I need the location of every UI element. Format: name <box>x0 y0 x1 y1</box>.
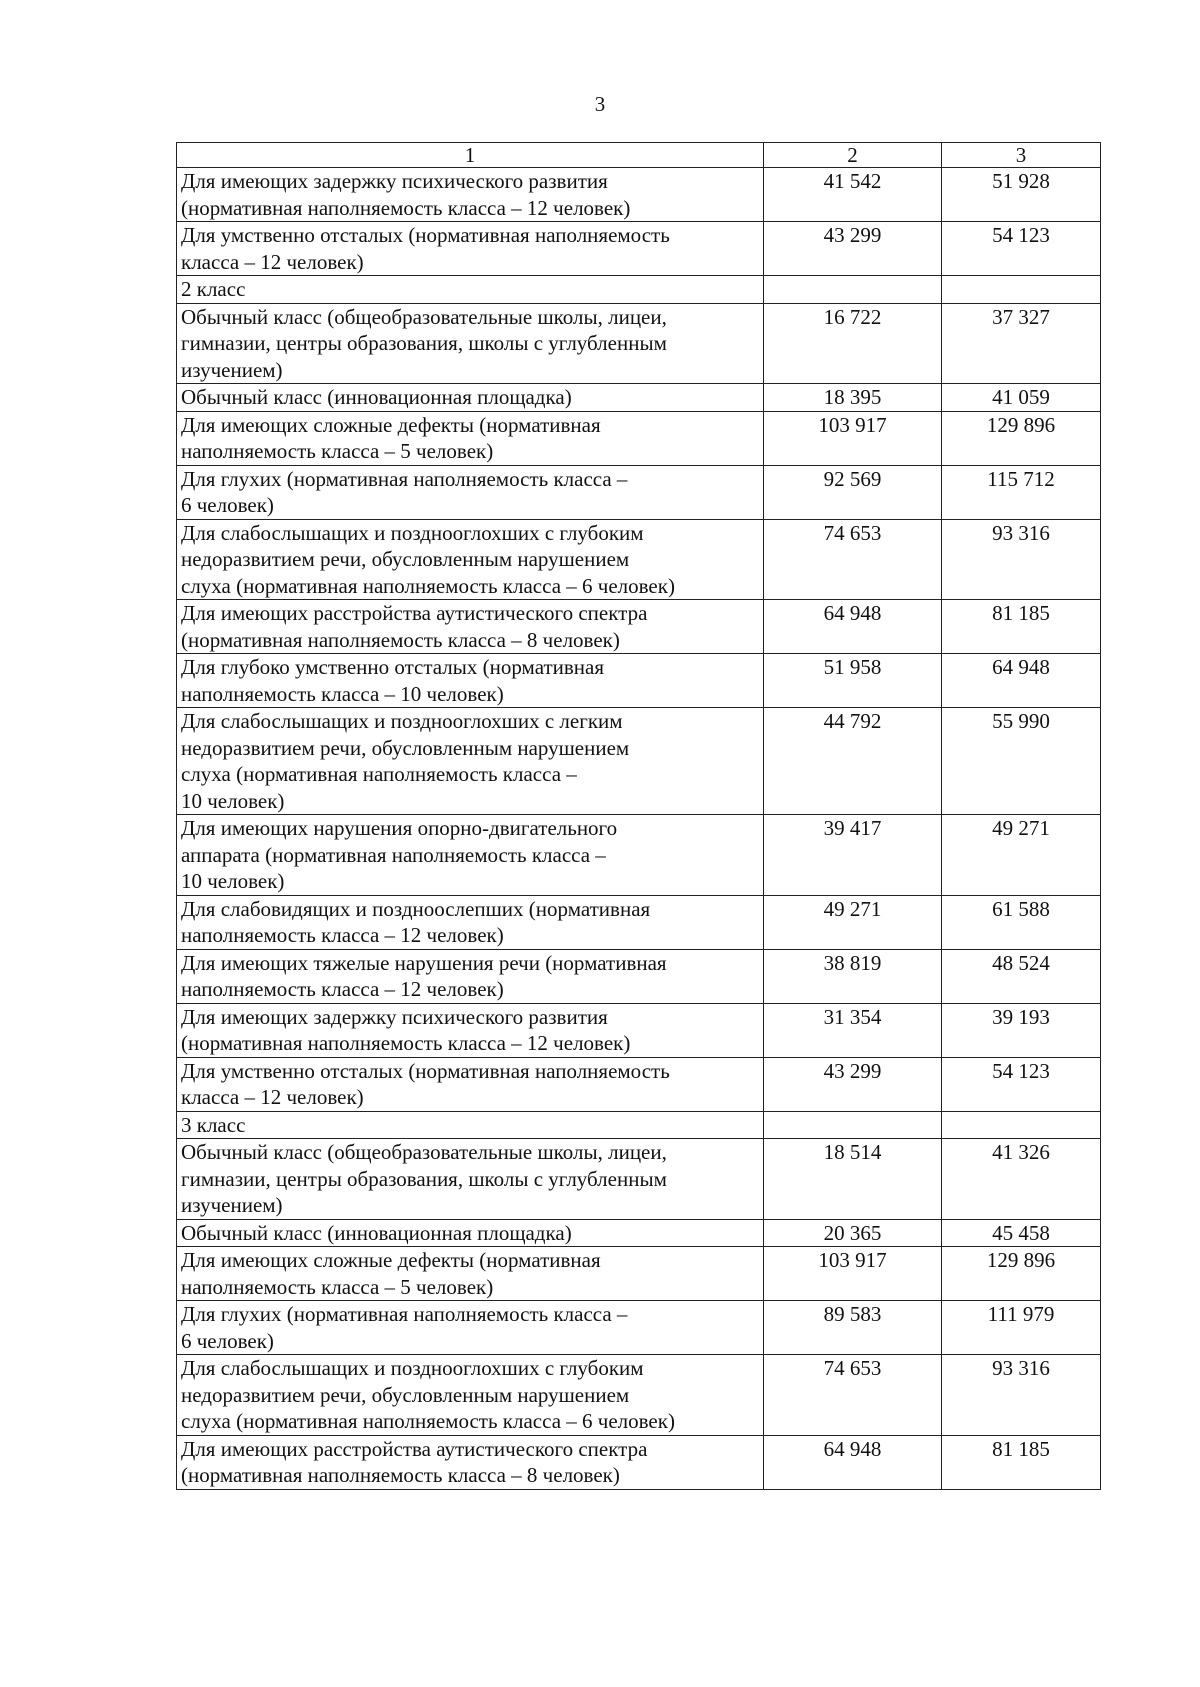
table-row <box>177 1003 1101 1057</box>
class-type-text-line: Для глухих (нормативная наполняемость класса – <box>181 1302 628 1326</box>
class-type-text-line: (нормативная наполняемость класса – 12 человек) <box>181 195 631 220</box>
class-type-text-line: 3 класс <box>181 1112 246 1137</box>
class-type-text-line: недоразвитием речи, обусловленным нарушением <box>181 735 630 760</box>
column-2-value: 38 819 <box>764 949 942 1003</box>
column-3-value: 54 123 <box>942 1057 1101 1111</box>
table-header <box>177 143 1101 168</box>
column-2-value: 89 583 <box>764 1301 942 1355</box>
class-type-text-line: Для имеющих тяжелые нарушения речи (нормативная <box>181 950 667 975</box>
column-2-value: 18 395 <box>764 384 942 412</box>
section-row <box>177 1111 1101 1139</box>
class-type-text-line: Обычный класс (общеобразовательные школы, лицеи, <box>181 304 667 329</box>
column-2-value: 43 299 <box>764 222 942 276</box>
class-type-cell <box>177 384 764 412</box>
class-type-text-line: Для глубоко умственно отсталых (нормативная <box>181 655 605 679</box>
column-3-value: 129 896 <box>942 411 1101 465</box>
class-type-text-line: Для имеющих сложные дефекты (нормативная <box>181 1248 601 1272</box>
column-2-value: 64 948 <box>764 600 942 654</box>
class-type-text-line: Для имеющих расстройства аутистического спектра <box>181 601 648 625</box>
column-3-value: 111 979 <box>942 1301 1101 1355</box>
column-3-value <box>942 276 1101 304</box>
table-row <box>177 411 1101 465</box>
table-row <box>177 1219 1101 1247</box>
column-3-value: 45 458 <box>942 1219 1101 1247</box>
class-type-cell <box>177 1247 764 1301</box>
table-row <box>177 1057 1101 1111</box>
column-3-value: 93 316 <box>942 519 1101 600</box>
column-3-value: 39 193 <box>942 1003 1101 1057</box>
column-3-value: 61 588 <box>942 895 1101 949</box>
table-row <box>177 168 1101 222</box>
class-type-text-line: наполняемость класса – 5 человек) <box>181 439 494 463</box>
class-type-text-line: слуха (нормативная наполняемость класса – 6 человек) <box>181 1409 675 1433</box>
class-type-cell <box>177 815 764 896</box>
column-3-value: 81 185 <box>942 600 1101 654</box>
column-2-value: 20 365 <box>764 1219 942 1247</box>
column-2-value: 92 569 <box>764 465 942 519</box>
class-type-text-line: Обычный класс (общеобразовательные школы, лицеи, <box>181 1140 667 1164</box>
table-row <box>177 654 1101 708</box>
class-type-text-line: 6 человек) <box>181 493 274 517</box>
class-type-text-line: Для имеющих сложные дефекты (нормативная <box>181 412 601 437</box>
class-type-cell <box>177 411 764 465</box>
header-row <box>177 143 1101 168</box>
class-type-text-line: гимназии, центры образования, школы с углубленным <box>181 331 667 355</box>
column-3-value: 93 316 <box>942 1355 1101 1436</box>
table-row <box>177 222 1101 276</box>
column-3-value: 81 185 <box>942 1435 1101 1489</box>
table-row <box>177 1301 1101 1355</box>
column-3-value: 41 059 <box>942 384 1101 412</box>
column-3-value: 49 271 <box>942 815 1101 896</box>
column-3-value: 51 928 <box>942 168 1101 222</box>
column-header-3: 3 <box>942 143 1101 168</box>
class-type-text-line: наполняемость класса – 12 человек) <box>181 923 504 947</box>
class-type-cell <box>177 1003 764 1057</box>
table-row <box>177 465 1101 519</box>
column-2-value <box>764 1111 942 1139</box>
column-2-value: 16 722 <box>764 303 942 384</box>
column-2-value: 74 653 <box>764 1355 942 1436</box>
column-2-value: 103 917 <box>764 1247 942 1301</box>
column-2-value: 18 514 <box>764 1139 942 1220</box>
class-type-cell <box>177 654 764 708</box>
class-type-text-line: недоразвитием речи, обусловленным нарушением <box>181 547 630 571</box>
class-type-text-line: наполняемость класса – 10 человек) <box>181 681 504 706</box>
class-type-text-line: наполняемость класса – 5 человек) <box>181 1274 494 1299</box>
class-type-text-line: изучением) <box>181 357 283 382</box>
class-type-text-line: наполняемость класса – 12 человек) <box>181 977 504 1001</box>
column-2-value: 39 417 <box>764 815 942 896</box>
class-type-text-line: Для имеющих задержку психического развития <box>181 169 608 193</box>
class-type-text-line: Для умственно отсталых (нормативная наполняемость <box>181 1058 670 1083</box>
class-type-text-line: 2 класс <box>181 277 246 301</box>
class-type-text-line: изучением) <box>181 1193 283 1217</box>
table-row <box>177 384 1101 412</box>
table-row <box>177 1355 1101 1436</box>
column-2-value: 103 917 <box>764 411 942 465</box>
class-type-text-line: Для слабослышащих и позднооглохших с легким <box>181 709 623 733</box>
table-row <box>177 303 1101 384</box>
column-3-value: 115 712 <box>942 465 1101 519</box>
class-type-text-line: Для имеющих нарушения опорно-двигательного <box>181 816 618 840</box>
class-type-text-line: аппарата (нормативная наполняемость класса – <box>181 842 606 867</box>
class-type-text-line: гимназии, центры образования, школы с углубленным <box>181 1166 667 1191</box>
class-type-cell <box>177 1139 764 1220</box>
column-3-value: 54 123 <box>942 222 1101 276</box>
class-type-text-line: класса – 12 человек) <box>181 249 364 274</box>
class-type-cell <box>177 303 764 384</box>
page-number: 3 <box>594 92 606 116</box>
class-type-text-line: недоразвитием речи, обусловленным нарушением <box>181 1382 630 1407</box>
class-type-cell <box>177 222 764 276</box>
column-header-2: 2 <box>764 143 942 168</box>
class-type-text-line: Для имеющих задержку психического развития <box>181 1004 608 1029</box>
column-3-value: 41 326 <box>942 1139 1101 1220</box>
column-2-value: 44 792 <box>764 708 942 815</box>
column-2-value: 43 299 <box>764 1057 942 1111</box>
column-header-1: 1 <box>177 143 764 168</box>
cost-table <box>176 142 1101 1490</box>
column-3-value: 64 948 <box>942 654 1101 708</box>
class-type-text-line: (нормативная наполняемость класса – 8 человек) <box>181 627 620 652</box>
class-type-text-line: Для умственно отсталых (нормативная наполняемость <box>181 223 670 247</box>
class-type-cell <box>177 708 764 815</box>
section-row <box>177 276 1101 304</box>
cost-table-container <box>176 142 1100 1490</box>
class-type-text-line: 10 человек) <box>181 869 285 893</box>
column-2-value: 49 271 <box>764 895 942 949</box>
column-2-value <box>764 276 942 304</box>
table-row <box>177 815 1101 896</box>
class-type-text-line: (нормативная наполняемость класса – 8 человек) <box>181 1463 620 1487</box>
column-2-value: 74 653 <box>764 519 942 600</box>
table-row <box>177 1435 1101 1489</box>
table-row <box>177 708 1101 815</box>
table-row <box>177 1139 1101 1220</box>
class-type-text-line: Обычный класс (инновационная площадка) <box>181 1220 572 1245</box>
class-type-text-line: Для слабослышащих и позднооглохших с глубоким <box>181 520 644 545</box>
table-row <box>177 895 1101 949</box>
column-2-value: 51 958 <box>764 654 942 708</box>
section-label-cell <box>177 276 764 304</box>
column-2-value: 64 948 <box>764 1435 942 1489</box>
class-type-text-line: 6 человек) <box>181 1328 274 1353</box>
class-type-text-line: Для слабовидящих и поздноослепших (нормативная <box>181 896 651 921</box>
table-row <box>177 949 1101 1003</box>
class-type-cell <box>177 949 764 1003</box>
class-type-cell <box>177 1301 764 1355</box>
class-type-cell <box>177 1057 764 1111</box>
class-type-text-line: (нормативная наполняемость класса – 12 человек) <box>181 1031 631 1055</box>
column-3-value: 129 896 <box>942 1247 1101 1301</box>
column-3-value: 37 327 <box>942 303 1101 384</box>
class-type-text-line: Для имеющих расстройства аутистического спектра <box>181 1436 648 1461</box>
class-type-text-line: слуха (нормативная наполняемость класса – 6 человек) <box>181 573 675 598</box>
class-type-text-line: Обычный класс (инновационная площадка) <box>181 385 572 409</box>
column-3-value: 48 524 <box>942 949 1101 1003</box>
table-body <box>177 168 1101 1490</box>
table-row <box>177 600 1101 654</box>
class-type-text-line: слуха (нормативная наполняемость класса – <box>181 762 577 786</box>
column-3-value: 55 990 <box>942 708 1101 815</box>
class-type-cell <box>177 1219 764 1247</box>
class-type-cell <box>177 465 764 519</box>
class-type-text-line: класса – 12 человек) <box>181 1085 364 1109</box>
class-type-text-line: Для слабослышащих и позднооглохших с глубоким <box>181 1356 644 1380</box>
column-2-value: 31 354 <box>764 1003 942 1057</box>
class-type-text-line: 10 человек) <box>181 788 285 813</box>
table-row <box>177 519 1101 600</box>
section-label-cell <box>177 1111 764 1139</box>
class-type-text-line: Для глухих (нормативная наполняемость класса – <box>181 466 628 491</box>
class-type-cell <box>177 600 764 654</box>
class-type-cell <box>177 168 764 222</box>
column-3-value <box>942 1111 1101 1139</box>
table-row <box>177 1247 1101 1301</box>
class-type-cell <box>177 895 764 949</box>
column-2-value: 41 542 <box>764 168 942 222</box>
class-type-cell <box>177 1435 764 1489</box>
class-type-cell <box>177 519 764 600</box>
class-type-cell <box>177 1355 764 1436</box>
